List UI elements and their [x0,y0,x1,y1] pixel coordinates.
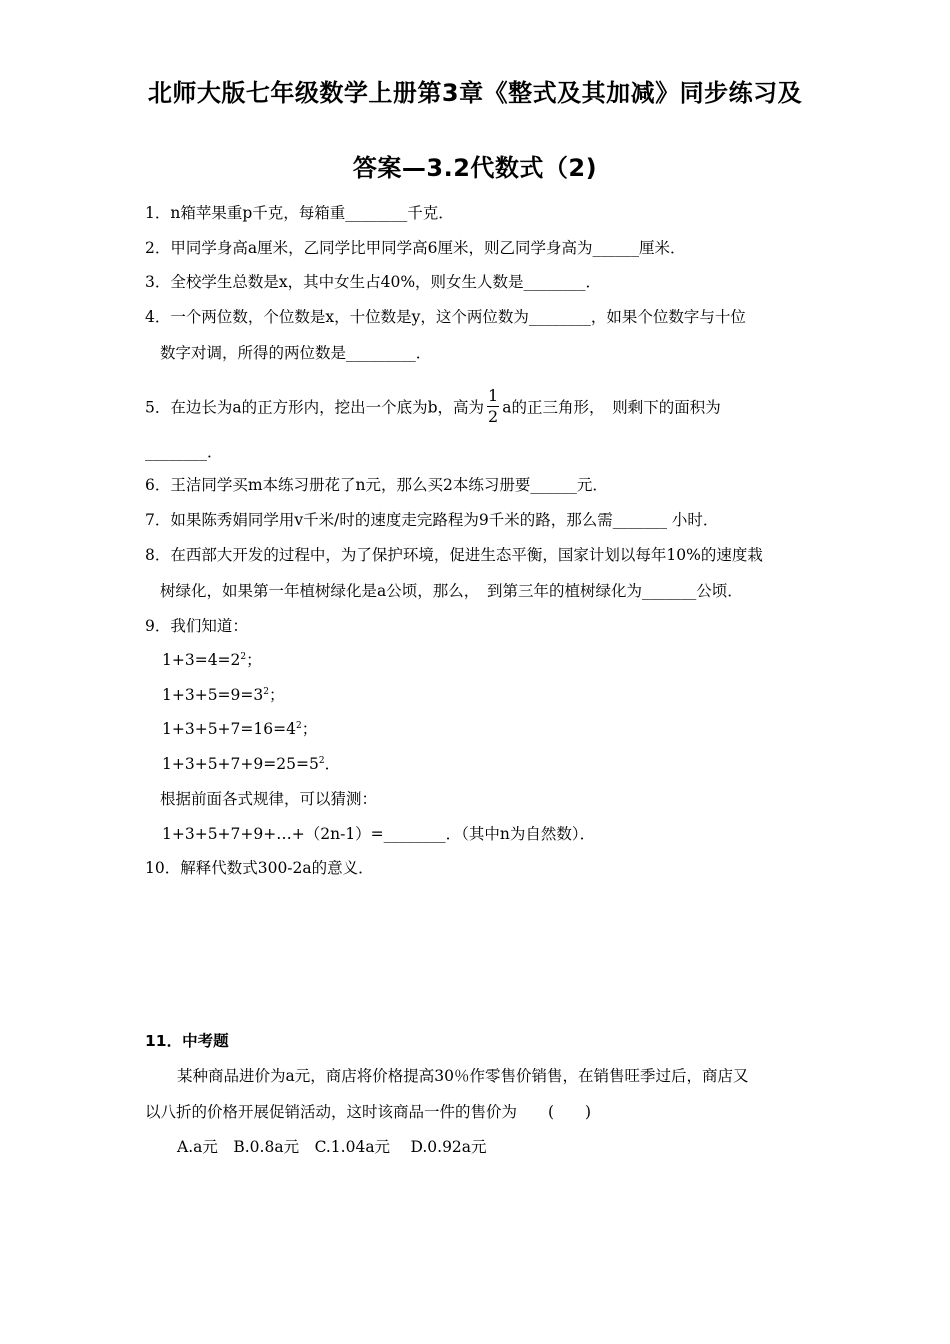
question-9-equation-2 [162,685,285,705]
document-title-line2: 答案—3.2代数式（2) [352,154,598,182]
equation-base: 1+3+5=9=3 [162,686,264,704]
question-11-heading: 11．中考题 [145,1032,229,1050]
fraction-denominator: 2 [488,407,499,426]
question-2: 2．甲同学身高a厘米，乙同学比甲同学高6厘米，则乙同学身高为______厘米． [145,239,686,257]
question-9-equation-1 [162,650,262,670]
equation-end: ； [301,720,318,738]
question-8-line1: 8．在西部大开发的过程中，为了保护环境，促进生态平衡，国家计划以每年10%的速度栽 [145,546,763,564]
question-5-line1 [145,386,721,427]
question-10: 10．解释代数式300-2a的意义． [145,859,374,877]
question-11-line2: 以八折的价格开展促销活动，这时该商品一件的售价为 ( ) [145,1103,592,1121]
question-9-equation-4 [162,754,340,774]
question-9-intro: 9．我们知道： [145,617,248,635]
question-6: 6．王洁同学买m本练习册花了n元，那么买2本练习册要______元． [145,476,608,494]
equation-base: 1+3=4=2 [162,651,241,669]
question-3: 3．全校学生总数是x，其中女生占40%，则女生人数是________． [145,273,602,291]
question-7: 7．如果陈秀娟同学用v千米/时的速度走完路程为9千米的路，那么需_______ 小时． [145,511,719,529]
question-9-equation-3 [162,719,317,739]
document-title-line1: 北师大版七年级数学上册第3章《整式及其加减》同步练习及 [147,79,803,107]
fraction-numerator: 1 [488,386,499,405]
question-5-line2: ________． [145,443,223,461]
question-5-text-before: 5．在边长为a的正方形内，挖出一个底为b，高为 [145,398,485,417]
question-4-line1: 4．一个两位数，个位数是x，十位数是y，这个两位数为________，如果个位数字与十位 [145,308,746,326]
equation-exponent: 2 [295,720,302,731]
equation-exponent: 2 [263,686,269,697]
equation-end: ． [324,755,341,773]
question-11-line1: 某种商品进价为a元，商店将价格提高30％作零售价销售，在销售旺季过后，商店又 [177,1067,749,1085]
question-8-line2: 树绿化，如果第一年植树绿化是a公顷，那么， 到第三年的植树绿化为_______公顷． [160,582,743,600]
equation-exponent: 2 [318,755,325,766]
equation-exponent: 2 [240,651,247,662]
equation-base: 1+3+5+7=16=4 [162,720,296,738]
question-9-guess: 根据前面各式规律，可以猜测： [160,790,378,808]
question-4-line2: 数字对调，所得的两位数是_________． [160,344,432,362]
question-5-text-after: a的正三角形， 则剩下的面积为 [502,398,721,417]
equation-end: ； [269,686,285,704]
equation-base: 1+3+5+7+9=25=5 [162,755,319,773]
question-1: 1．n箱苹果重p千克，每箱重________千克． [145,204,454,222]
question-9-formula: 1+3+5+7+9+…+（2n-1）=________．（其中n为自然数）． [162,825,596,843]
fraction-one-half [487,388,499,425]
question-11-options: A.a元 B.0.8a元 C.1.04a元 D.0.92a元 [177,1138,487,1156]
equation-end: ； [246,651,262,669]
